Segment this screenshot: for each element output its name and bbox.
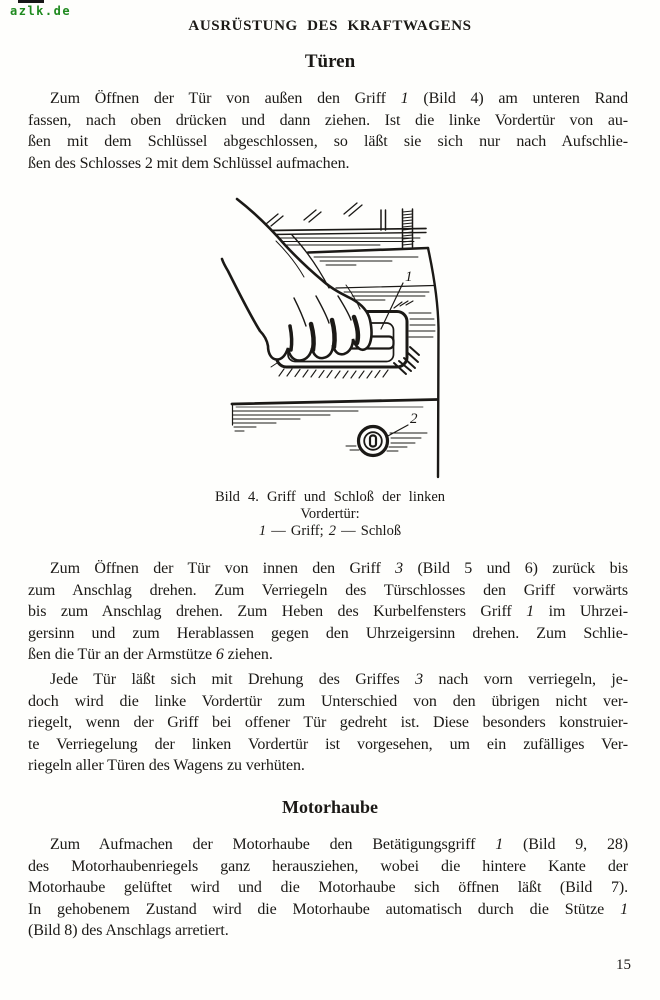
text-line: (Bild 8) des Anschlags arretiert.: [28, 922, 229, 940]
watermark-text: azlk.de: [10, 4, 72, 18]
figure-label-2: 2: [410, 411, 418, 427]
text-line: zum Anschlag drehen. Zum Verriegeln des Türschlosses den Griff vorwärts: [28, 581, 628, 599]
text-line: fassen, nach oben drücken und dann ziehen. Ist die linke Vordertür von au-: [28, 111, 628, 129]
text-line: Zum Öffnen der Tür von innen den Griff 3 (Bild 5 und 6) zurück bis: [50, 560, 628, 577]
scan-artifact-top: [18, 0, 44, 3]
figure-caption: [0, 489, 660, 540]
caption-line: 1 — Griff; 2 — Schloß: [258, 523, 402, 539]
text-line: bis zum Anschlag drehen. Zum Heben des Kurbelfensters Griff 1 im Uhrzei-: [28, 603, 628, 621]
text-line: te Verriegelung der linken Vordertür ist vorgesehen, um ein zufälliges Ver-: [28, 735, 628, 753]
hand-illustration: [214, 193, 372, 361]
chapter-header: AUSRÜSTUNG DES KRAFTWAGENS: [188, 18, 472, 34]
text-line: In gehobenem Zustand wird die Motorhaube automatisch durch die Stütze 1: [28, 900, 628, 918]
figure-bild4: [180, 193, 460, 483]
text-line: Motorhaube gelüftet wird und die Motorhaube sich öffnen läßt (Bild 7).: [28, 879, 628, 897]
caption-line: Vordertür:: [300, 506, 360, 522]
text-line: des Motorhaubenriegels ganz herausziehen, wobei die hintere Kante der: [28, 857, 628, 875]
paragraph-tueren-1: [28, 88, 628, 174]
text-line: riegelt, wenn der Griff bei offener Tür gedreht ist. Diese besonders konstruier-: [28, 714, 628, 732]
paragraph-tueren-3: [28, 669, 628, 777]
section-heading-tueren: Türen: [304, 51, 356, 72]
text-line: Zum Aufmachen der Motorhaube den Betätigungsgriff 1 (Bild 9, 28): [50, 836, 628, 853]
text-line: riegeln aller Türen des Wagens zu verhüten.: [28, 757, 305, 775]
section-heading-motorhaube: Motorhaube: [282, 797, 378, 817]
handle-shading-top: [394, 301, 413, 308]
door-edge: [428, 248, 439, 477]
text-line: gersinn und zum Herablassen gegen den Uhrzeigersinn drehen. Zum Schlie-: [28, 624, 628, 642]
handle-shading-right: [409, 313, 435, 337]
text-line: ßen mit dem Schlüssel abgeschlossen, so läßt sie sich nur nach Aufschlie-: [28, 133, 628, 151]
text-line: Jede Tür läßt sich mit Drehung des Griffes 3 nach vorn verriegeln, je-: [50, 671, 628, 688]
door-lock-icon: [346, 427, 427, 456]
page-number: 15: [616, 957, 631, 973]
text-line: Zum Öffnen der Tür von außen den Griff 1 (Bild 4) am unteren Rand: [50, 90, 628, 107]
text-line: ßen des Schlosses 2 mit dem Schlüssel aufmachen.: [28, 154, 350, 172]
paragraph-motorhaube-1: [28, 834, 628, 942]
text-line: doch wird die linke Vordertür zum Unterschied von den übrigen nicht ver-: [28, 692, 628, 710]
figure-label-1: 1: [405, 269, 413, 285]
caption-line: Bild 4. Griff und Schloß der linken: [214, 489, 446, 505]
paragraph-tueren-2: [28, 558, 628, 666]
label2-leader-line: [386, 425, 408, 437]
text-line: ßen die Tür an der Armstütze 6 ziehen.: [28, 646, 273, 664]
window-glass-icon: [266, 203, 362, 226]
